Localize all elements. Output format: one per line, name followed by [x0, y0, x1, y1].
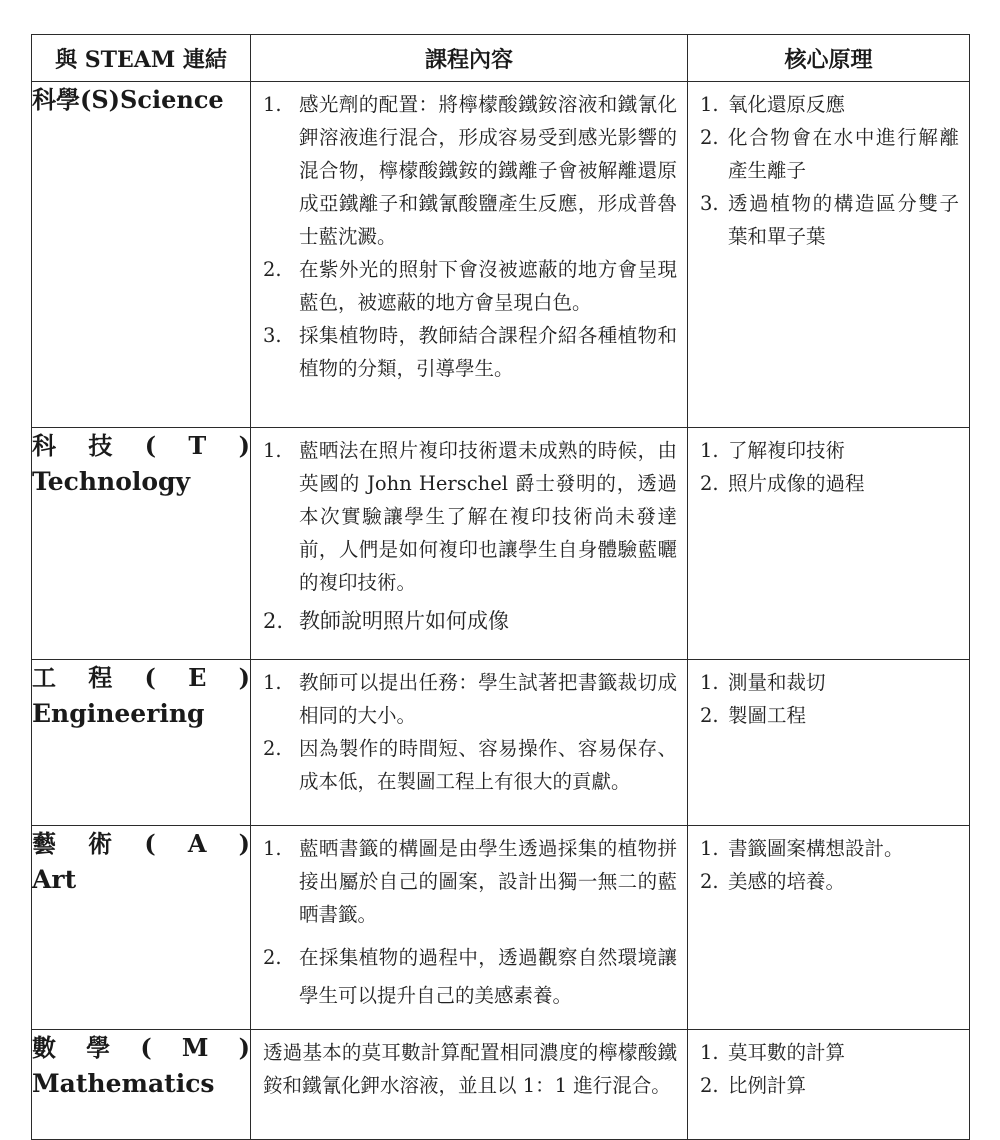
table-row-science — [32, 82, 970, 428]
label-en: Engineering — [32, 699, 205, 728]
list-item: 2. 製圖工程 — [700, 704, 807, 727]
list-item: 2. 教師說明照片如何成像 — [263, 609, 509, 633]
header-course-content: 課程內容 — [251, 35, 688, 82]
table-row-technology — [32, 428, 970, 660]
list-item: 3. 透過植物的構造區分雙子葉和單子葉 — [700, 192, 959, 248]
label-en: Art — [32, 865, 77, 894]
label-zh: 科 技 ( T ) — [32, 431, 250, 460]
content-cell-technology — [251, 428, 688, 660]
label-zh: 藝 術 ( A ) — [32, 829, 250, 858]
steam-table — [31, 34, 970, 1140]
row-label-mathematics — [32, 1030, 251, 1140]
row-label-art — [32, 826, 251, 1030]
list-item: 2. 比例計算 — [700, 1074, 807, 1097]
list-item: 2. 照片成像的過程 — [700, 472, 865, 495]
list-item: 2. 美感的培養。 — [700, 870, 846, 893]
content-cell-mathematics — [251, 1030, 688, 1140]
row-label-technology — [32, 428, 251, 660]
list-item: 2. 化合物會在水中進行解離產生離子 — [700, 126, 959, 182]
list-item: 2. 在採集植物的過程中，透過觀察自然環境讓學生可以提升自己的美感素養。 — [263, 946, 677, 1007]
table-row-mathematics — [32, 1030, 970, 1140]
list-item: 1. 氧化還原反應 — [700, 93, 846, 116]
core-cell-engineering — [688, 660, 970, 826]
list-item: 1. 藍晒法在照片複印技術還未成熟的時候，由英國的 John Herschel 爵士發明的，透過本次實驗讓學生了解在複印技術尚未發達前，人們是如何複印也讓學生自身體驗藍曬的複印技術。 — [263, 439, 677, 594]
list-item: 1. 書籤圖案構想設計。 — [700, 837, 904, 860]
table-row-art — [32, 826, 970, 1030]
label-zh: 工 程 ( E ) — [32, 663, 250, 692]
list-item: 1. 藍晒書籤的構圖是由學生透過採集的植物拼接出屬於自己的圖案，設計出獨一無二的藍晒書籤。 — [263, 837, 677, 926]
content-cell-engineering — [251, 660, 688, 826]
label-en: Mathematics — [32, 1069, 215, 1098]
label-en: Technology — [32, 467, 191, 496]
table-row-engineering — [32, 660, 970, 826]
content-cell-art — [251, 826, 688, 1030]
core-cell-science — [688, 82, 970, 428]
list-item: 1. 測量和裁切 — [700, 671, 826, 694]
core-cell-mathematics — [688, 1030, 970, 1140]
list-item: 2. 在紫外光的照射下會沒被遮蔽的地方會呈現藍色，被遮蔽的地方會呈現白色。 — [263, 258, 677, 314]
header-core-principle: 核心原理 — [688, 35, 970, 82]
list-item: 3. 採集植物時，教師結合課程介紹各種植物和植物的分類，引導學生。 — [263, 324, 677, 380]
content-cell-science — [251, 82, 688, 428]
list-item: 1. 了解複印技術 — [700, 439, 846, 462]
header-steam-link: 與 STEAM 連結 — [32, 35, 251, 82]
label-zh: 數 學 ( M ) — [32, 1033, 250, 1062]
core-cell-technology — [688, 428, 970, 660]
row-label-engineering — [32, 660, 251, 826]
list-item: 1. 莫耳數的計算 — [700, 1041, 846, 1064]
list-item: 1. 教師可以提出任務：學生試著把書籤裁切成相同的大小。 — [263, 671, 677, 727]
list-item: 2. 因為製作的時間短、容易操作、容易保存、成本低，在製圖工程上有很大的貢獻。 — [263, 737, 677, 793]
header-row — [32, 35, 970, 82]
content-paragraph: 透過基本的莫耳數計算配置相同濃度的檸檬酸鐵銨和鐵氰化鉀水溶液，並且以 1：1 進行混合。 — [263, 1041, 677, 1097]
label-text: 科學(S)Science — [32, 85, 224, 114]
core-cell-art — [688, 826, 970, 1030]
list-item: 1. 感光劑的配置：將檸檬酸鐵銨溶液和鐵氰化鉀溶液進行混合，形成容易受到感光影響的混合物，檸檬酸鐵銨的鐵離子會被解離還原成亞鐵離子和鐵氰酸鹽產生反應，形成普魯士藍沈澱。 — [263, 93, 677, 248]
row-label-science — [32, 82, 251, 428]
